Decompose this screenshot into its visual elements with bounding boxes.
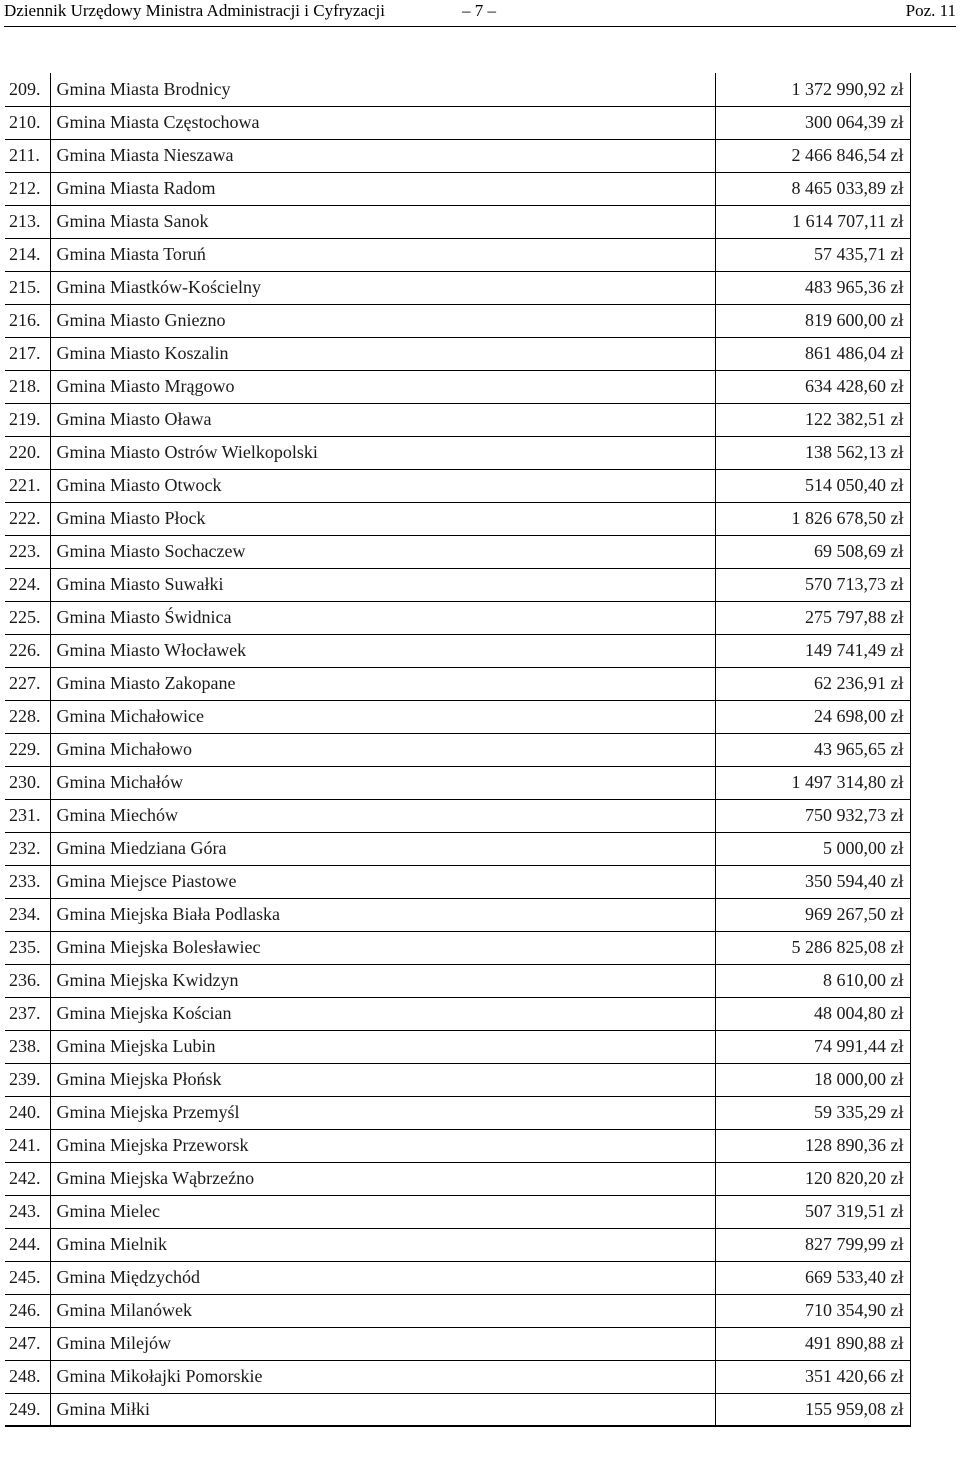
table-row — [5, 304, 910, 337]
table-row — [5, 964, 910, 997]
row-number: 248. — [5, 1360, 50, 1393]
municipality-name: Gmina Miejska Przemyśl — [50, 1096, 715, 1129]
table-row — [5, 799, 910, 832]
table-row — [5, 271, 910, 304]
municipality-name: Gmina Miasto Koszalin — [50, 337, 715, 370]
municipality-name: Gmina Michałów — [50, 766, 715, 799]
amount-value: 128 890,36 zł — [715, 1129, 910, 1162]
table-row — [5, 1294, 910, 1327]
municipality-name: Gmina Miasto Gniezno — [50, 304, 715, 337]
municipality-name: Gmina Milejów — [50, 1327, 715, 1360]
row-number: 228. — [5, 700, 50, 733]
table-row — [5, 337, 910, 370]
table-row — [5, 106, 910, 139]
table-row — [5, 370, 910, 403]
row-number: 216. — [5, 304, 50, 337]
row-number: 218. — [5, 370, 50, 403]
amount-value: 57 435,71 zł — [715, 238, 910, 271]
municipality-name: Gmina Miejska Przeworsk — [50, 1129, 715, 1162]
row-number: 246. — [5, 1294, 50, 1327]
municipality-name: Gmina Miejsce Piastowe — [50, 865, 715, 898]
table-row — [5, 766, 910, 799]
journal-title: Dziennik Urzędowy Ministra Administracji i Cyfryzacji — [4, 1, 385, 20]
table-row — [5, 832, 910, 865]
municipality-name: Gmina Miejska Lubin — [50, 1030, 715, 1063]
municipality-name: Gmina Michałowice — [50, 700, 715, 733]
municipality-name: Gmina Miasta Brodnicy — [50, 73, 715, 106]
row-number: 230. — [5, 766, 50, 799]
table-row — [5, 403, 910, 436]
municipality-name: Gmina Miasto Ostrów Wielkopolski — [50, 436, 715, 469]
amount-value: 819 600,00 zł — [715, 304, 910, 337]
row-number: 214. — [5, 238, 50, 271]
table-row — [5, 1327, 910, 1360]
table-row — [5, 1030, 910, 1063]
amount-value: 507 319,51 zł — [715, 1195, 910, 1228]
municipality-name: Gmina Miasto Otwock — [50, 469, 715, 502]
municipality-name: Gmina Miejska Bolesławiec — [50, 931, 715, 964]
allocation-table — [5, 73, 911, 1427]
municipality-name: Gmina Mielnik — [50, 1228, 715, 1261]
amount-value: 155 959,08 zł — [715, 1393, 910, 1426]
municipality-name: Gmina Miasto Świdnica — [50, 601, 715, 634]
amount-value: 750 932,73 zł — [715, 799, 910, 832]
row-number: 232. — [5, 832, 50, 865]
table-row — [5, 238, 910, 271]
municipality-name: Gmina Miasto Zakopane — [50, 667, 715, 700]
row-number: 244. — [5, 1228, 50, 1261]
amount-value: 491 890,88 zł — [715, 1327, 910, 1360]
position-number: Poz. 11 — [905, 1, 956, 20]
municipality-name: Gmina Miasto Sochaczew — [50, 535, 715, 568]
table-row — [5, 733, 910, 766]
amount-value: 1 614 707,11 zł — [715, 205, 910, 238]
amount-value: 300 064,39 zł — [715, 106, 910, 139]
table-row — [5, 1129, 910, 1162]
table-row — [5, 1360, 910, 1393]
row-number: 243. — [5, 1195, 50, 1228]
municipality-name: Gmina Miasto Suwałki — [50, 568, 715, 601]
municipality-name: Gmina Miejska Biała Podlaska — [50, 898, 715, 931]
table-row — [5, 568, 910, 601]
row-number: 241. — [5, 1129, 50, 1162]
row-number: 213. — [5, 205, 50, 238]
amount-value: 861 486,04 zł — [715, 337, 910, 370]
row-number: 234. — [5, 898, 50, 931]
municipality-name: Gmina Miasto Włocławek — [50, 634, 715, 667]
table-row — [5, 1063, 910, 1096]
table-row — [5, 1261, 910, 1294]
table-row — [5, 898, 910, 931]
amount-value: 483 965,36 zł — [715, 271, 910, 304]
table-row — [5, 1162, 910, 1195]
row-number: 237. — [5, 997, 50, 1030]
table-row — [5, 1195, 910, 1228]
row-number: 240. — [5, 1096, 50, 1129]
amount-value: 1 372 990,92 zł — [715, 73, 910, 106]
municipality-name: Gmina Miedziana Góra — [50, 832, 715, 865]
amount-value: 8 465 033,89 zł — [715, 172, 910, 205]
amount-value: 275 797,88 zł — [715, 601, 910, 634]
row-number: 222. — [5, 502, 50, 535]
amount-value: 149 741,49 zł — [715, 634, 910, 667]
municipality-name: Gmina Miasta Toruń — [50, 238, 715, 271]
amount-value: 1 826 678,50 zł — [715, 502, 910, 535]
row-number: 226. — [5, 634, 50, 667]
amount-value: 969 267,50 zł — [715, 898, 910, 931]
row-number: 215. — [5, 271, 50, 304]
table-row — [5, 667, 910, 700]
row-number: 245. — [5, 1261, 50, 1294]
row-number: 235. — [5, 931, 50, 964]
municipality-name: Gmina Miasta Częstochowa — [50, 106, 715, 139]
row-number: 224. — [5, 568, 50, 601]
row-number: 249. — [5, 1393, 50, 1426]
municipality-name: Gmina Miechów — [50, 799, 715, 832]
row-number: 211. — [5, 139, 50, 172]
table-row — [5, 205, 910, 238]
amount-value: 1 497 314,80 zł — [715, 766, 910, 799]
table-row — [5, 700, 910, 733]
municipality-name: Gmina Międzychód — [50, 1261, 715, 1294]
page-header — [4, 0, 956, 27]
amount-value: 570 713,73 zł — [715, 568, 910, 601]
row-number: 239. — [5, 1063, 50, 1096]
municipality-name: Gmina Miasto Oława — [50, 403, 715, 436]
row-number: 231. — [5, 799, 50, 832]
amount-value: 18 000,00 zł — [715, 1063, 910, 1096]
table-row — [5, 1096, 910, 1129]
amount-value: 59 335,29 zł — [715, 1096, 910, 1129]
table-row — [5, 535, 910, 568]
page-number: – 7 – — [462, 1, 496, 20]
amount-value: 710 354,90 zł — [715, 1294, 910, 1327]
row-number: 225. — [5, 601, 50, 634]
municipality-name: Gmina Miasta Sanok — [50, 205, 715, 238]
amount-value: 48 004,80 zł — [715, 997, 910, 1030]
row-number: 217. — [5, 337, 50, 370]
table-row — [5, 931, 910, 964]
table-row — [5, 634, 910, 667]
table-row — [5, 436, 910, 469]
row-number: 236. — [5, 964, 50, 997]
row-number: 223. — [5, 535, 50, 568]
table-row — [5, 172, 910, 205]
amount-value: 669 533,40 zł — [715, 1261, 910, 1294]
table-row — [5, 1393, 910, 1426]
amount-value: 69 508,69 zł — [715, 535, 910, 568]
amount-value: 351 420,66 zł — [715, 1360, 910, 1393]
municipality-name: Gmina Miejska Kwidzyn — [50, 964, 715, 997]
row-number: 238. — [5, 1030, 50, 1063]
row-number: 212. — [5, 172, 50, 205]
amount-value: 62 236,91 zł — [715, 667, 910, 700]
amount-value: 120 820,20 zł — [715, 1162, 910, 1195]
amount-value: 74 991,44 zł — [715, 1030, 910, 1063]
row-number: 221. — [5, 469, 50, 502]
row-number: 242. — [5, 1162, 50, 1195]
amount-value: 5 000,00 zł — [715, 832, 910, 865]
row-number: 209. — [5, 73, 50, 106]
municipality-name: Gmina Milanówek — [50, 1294, 715, 1327]
table-row — [5, 997, 910, 1030]
amount-value: 24 698,00 zł — [715, 700, 910, 733]
table-row — [5, 1228, 910, 1261]
municipality-name: Gmina Miasta Nieszawa — [50, 139, 715, 172]
amount-value: 5 286 825,08 zł — [715, 931, 910, 964]
amount-value: 138 562,13 zł — [715, 436, 910, 469]
amount-value: 350 594,40 zł — [715, 865, 910, 898]
amount-value: 43 965,65 zł — [715, 733, 910, 766]
row-number: 233. — [5, 865, 50, 898]
municipality-name: Gmina Mikołajki Pomorskie — [50, 1360, 715, 1393]
municipality-name: Gmina Michałowo — [50, 733, 715, 766]
table-row — [5, 865, 910, 898]
amount-value: 514 050,40 zł — [715, 469, 910, 502]
amount-value: 827 799,99 zł — [715, 1228, 910, 1261]
municipality-name: Gmina Miasta Radom — [50, 172, 715, 205]
row-number: 227. — [5, 667, 50, 700]
amount-value: 634 428,60 zł — [715, 370, 910, 403]
municipality-name: Gmina Miasto Mrągowo — [50, 370, 715, 403]
municipality-name: Gmina Miejska Kościan — [50, 997, 715, 1030]
municipality-name: Gmina Miejska Wąbrzeźno — [50, 1162, 715, 1195]
row-number: 210. — [5, 106, 50, 139]
row-number: 229. — [5, 733, 50, 766]
amount-value: 122 382,51 zł — [715, 403, 910, 436]
row-number: 247. — [5, 1327, 50, 1360]
table-row — [5, 601, 910, 634]
row-number: 220. — [5, 436, 50, 469]
table-row — [5, 73, 910, 106]
table-row — [5, 469, 910, 502]
municipality-name: Gmina Miejska Płońsk — [50, 1063, 715, 1096]
municipality-name: Gmina Miłki — [50, 1393, 715, 1426]
table-row — [5, 502, 910, 535]
amount-value: 2 466 846,54 zł — [715, 139, 910, 172]
row-number: 219. — [5, 403, 50, 436]
amount-value: 8 610,00 zł — [715, 964, 910, 997]
municipality-name: Gmina Miasto Płock — [50, 502, 715, 535]
municipality-name: Gmina Mielec — [50, 1195, 715, 1228]
municipality-name: Gmina Miastków-Kościelny — [50, 271, 715, 304]
table-row — [5, 139, 910, 172]
